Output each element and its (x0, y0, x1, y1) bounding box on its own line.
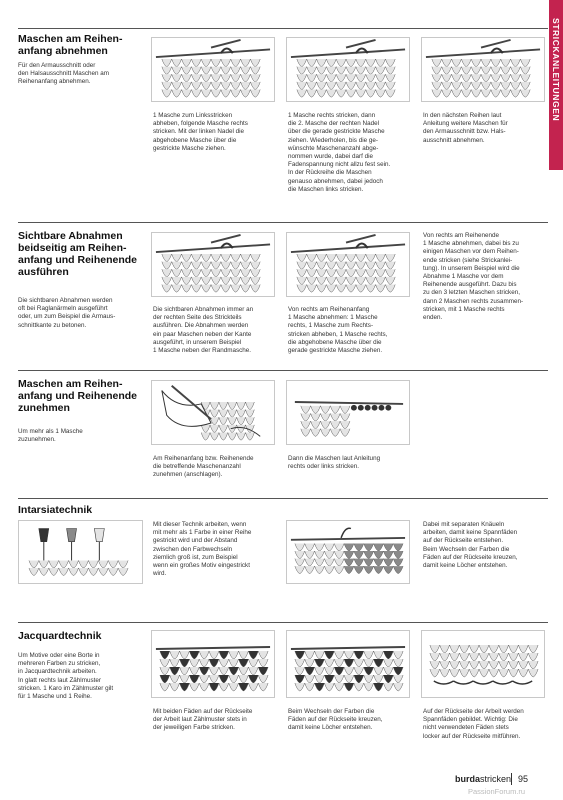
caption: 1 Masche rechts stricken, dann die 2. Masche der rechten Nadel über die gerade gestrickte Masche ziehen. Wiederholen, bis die ge- wünschte Maschenanzahl abge- nommen wurde, dabei darf die Fadenspannung nicht allzu fest sein. In der Rückreihe die Maschen genauso abnehmen, dabei jedoch die Maschen links stricken. (288, 112, 391, 193)
watermark: PassionForum.ru (468, 787, 526, 796)
side-tab-label: STRICKANLEITUNGEN (551, 18, 561, 122)
knitting-illustration (151, 37, 275, 102)
caption: Von rechts am Reihenanfang 1 Masche abnehmen: 1 Masche rechts, 1 Masche zum Rechts- stricken abheben, 1 Masche rechts, die abgehobene Masche über die gerade gestrickte Masche ziehen. (288, 306, 388, 355)
section-intro-1: Für den Armausschnitt oder den Halsausschnitt Maschen am Reihenanfang abnehmen. (18, 62, 110, 86)
section-divider (18, 28, 548, 29)
knitting-illustration (151, 380, 275, 445)
knitting-illustration (286, 232, 410, 297)
knitting-illustration (151, 630, 275, 698)
footer-separator (511, 773, 512, 785)
knitting-illustration (286, 37, 410, 102)
section-title-2: Sichtbare Abnahmen beidseitig am Reihen- anfang und Reihenende ausführen (18, 230, 138, 278)
caption: 1 Masche zum Linksstricken abheben, folgende Masche rechts stricken. Mit der linken Nadel die abgehobene Masche über die gestrickte Masche ziehen. (153, 112, 248, 152)
caption: Beim Wechseln der Farben die Fäden auf der Rückseite kreuzen, damit keine Löcher entstehen. (288, 708, 383, 732)
caption: Von rechts am Reihenende 1 Masche abnehmen, dabei bis zu einigen Maschen vor dem Reihen- ende stricken (siehe Strickanlei- tung). In unserem Beispiel wird die Abnahme 1 Masche vor dem Reihenende ausgeführt. Dazu bis zu den 3 letzten Maschen stricken, dann 2 Maschen rechts zusammen- stricken, mit 1 Masche rechts enden. (423, 232, 524, 322)
knitting-illustration (421, 37, 545, 102)
brand-light: stricken (480, 774, 512, 784)
page-number: 95 (518, 774, 529, 784)
footer-brand (455, 774, 511, 784)
section-title-1: Maschen am Reihen- anfang abnehmen (18, 33, 123, 57)
caption: In den nächsten Reihen laut Anleitung weitere Maschen für den Armausschnitt bzw. Hals- ausschnitt abnehmen. (423, 112, 508, 144)
knitting-illustration (151, 232, 275, 297)
caption: Dann die Maschen laut Anleitung rechts oder links stricken. (288, 455, 381, 471)
section-intro-3: Um mehr als 1 Masche zuzunehmen. (18, 428, 83, 444)
section-title-4: Intarsiatechnik (18, 504, 93, 516)
knitting-illustration (286, 380, 410, 445)
knitting-illustration (286, 520, 410, 584)
section-divider (18, 370, 548, 371)
caption: Am Reihenanfang bzw. Reihenende die betreffende Maschenanzahl zunehmen (anschlagen). (153, 455, 254, 479)
brand-bold: burda (455, 774, 481, 784)
section-divider (18, 498, 548, 499)
caption: Mit beiden Fäden auf der Rückseite der Arbeit laut Zählmuster stets in der jeweiligen Farbe stricken. (153, 708, 253, 732)
section-intro-5: Um Motive oder eine Borte in mehreren Farben zu stricken, in Jacquardtechnik arbeiten. In glatt rechts laut Zählmuster stricken. 1 Karo im Zählmuster gilt für 1 Masche und 1 Reihe. (18, 652, 114, 701)
side-tab (549, 0, 563, 170)
caption: Die sichtbaren Abnahmen immer an der rechten Seite des Strickteils ausführen. Die Abnahmen werden ein paar Maschen neben der Kante ausgeführt, in unserem Beispiel 1 Masche neben der Randmasche. (153, 306, 254, 355)
caption: Dabei mit separaten Knäueln arbeiten, damit keine Spannfäden auf der Rückseite entstehen. Beim Wechseln der Farben die Fäden auf der Rückseite kreuzen, damit keine Löcher entstehen. (423, 521, 518, 570)
knitting-illustration (18, 520, 143, 584)
knitting-illustration (421, 630, 545, 698)
caption: Mit dieser Technik arbeiten, wenn mit mehr als 1 Farbe in einer Reihe gestrickt wird und der Abstand zwischen den Farbwechseln ziemlich groß ist, zum Beispiel wenn ein großes Motiv eingestrickt wird. (153, 521, 252, 578)
section-intro-2: Die sichtbaren Abnahmen werden oft bei Raglanärmeln ausgeführt oder, um zum Beispiel die Armaus- schnittkante zu betonen. (18, 297, 116, 329)
section-divider (18, 222, 548, 223)
caption: Auf der Rückseite der Arbeit werden Spannfäden gebildet. Wichtig: Die nicht verwendeten Fäden stets locker auf der Rückseite mitführen. (423, 708, 524, 740)
section-title-5: Jacquardtechnik (18, 630, 102, 642)
section-title-3: Maschen am Reihen- anfang und Reihenende zunehmen (18, 378, 138, 414)
knitting-illustration (286, 630, 410, 698)
section-divider (18, 622, 548, 623)
